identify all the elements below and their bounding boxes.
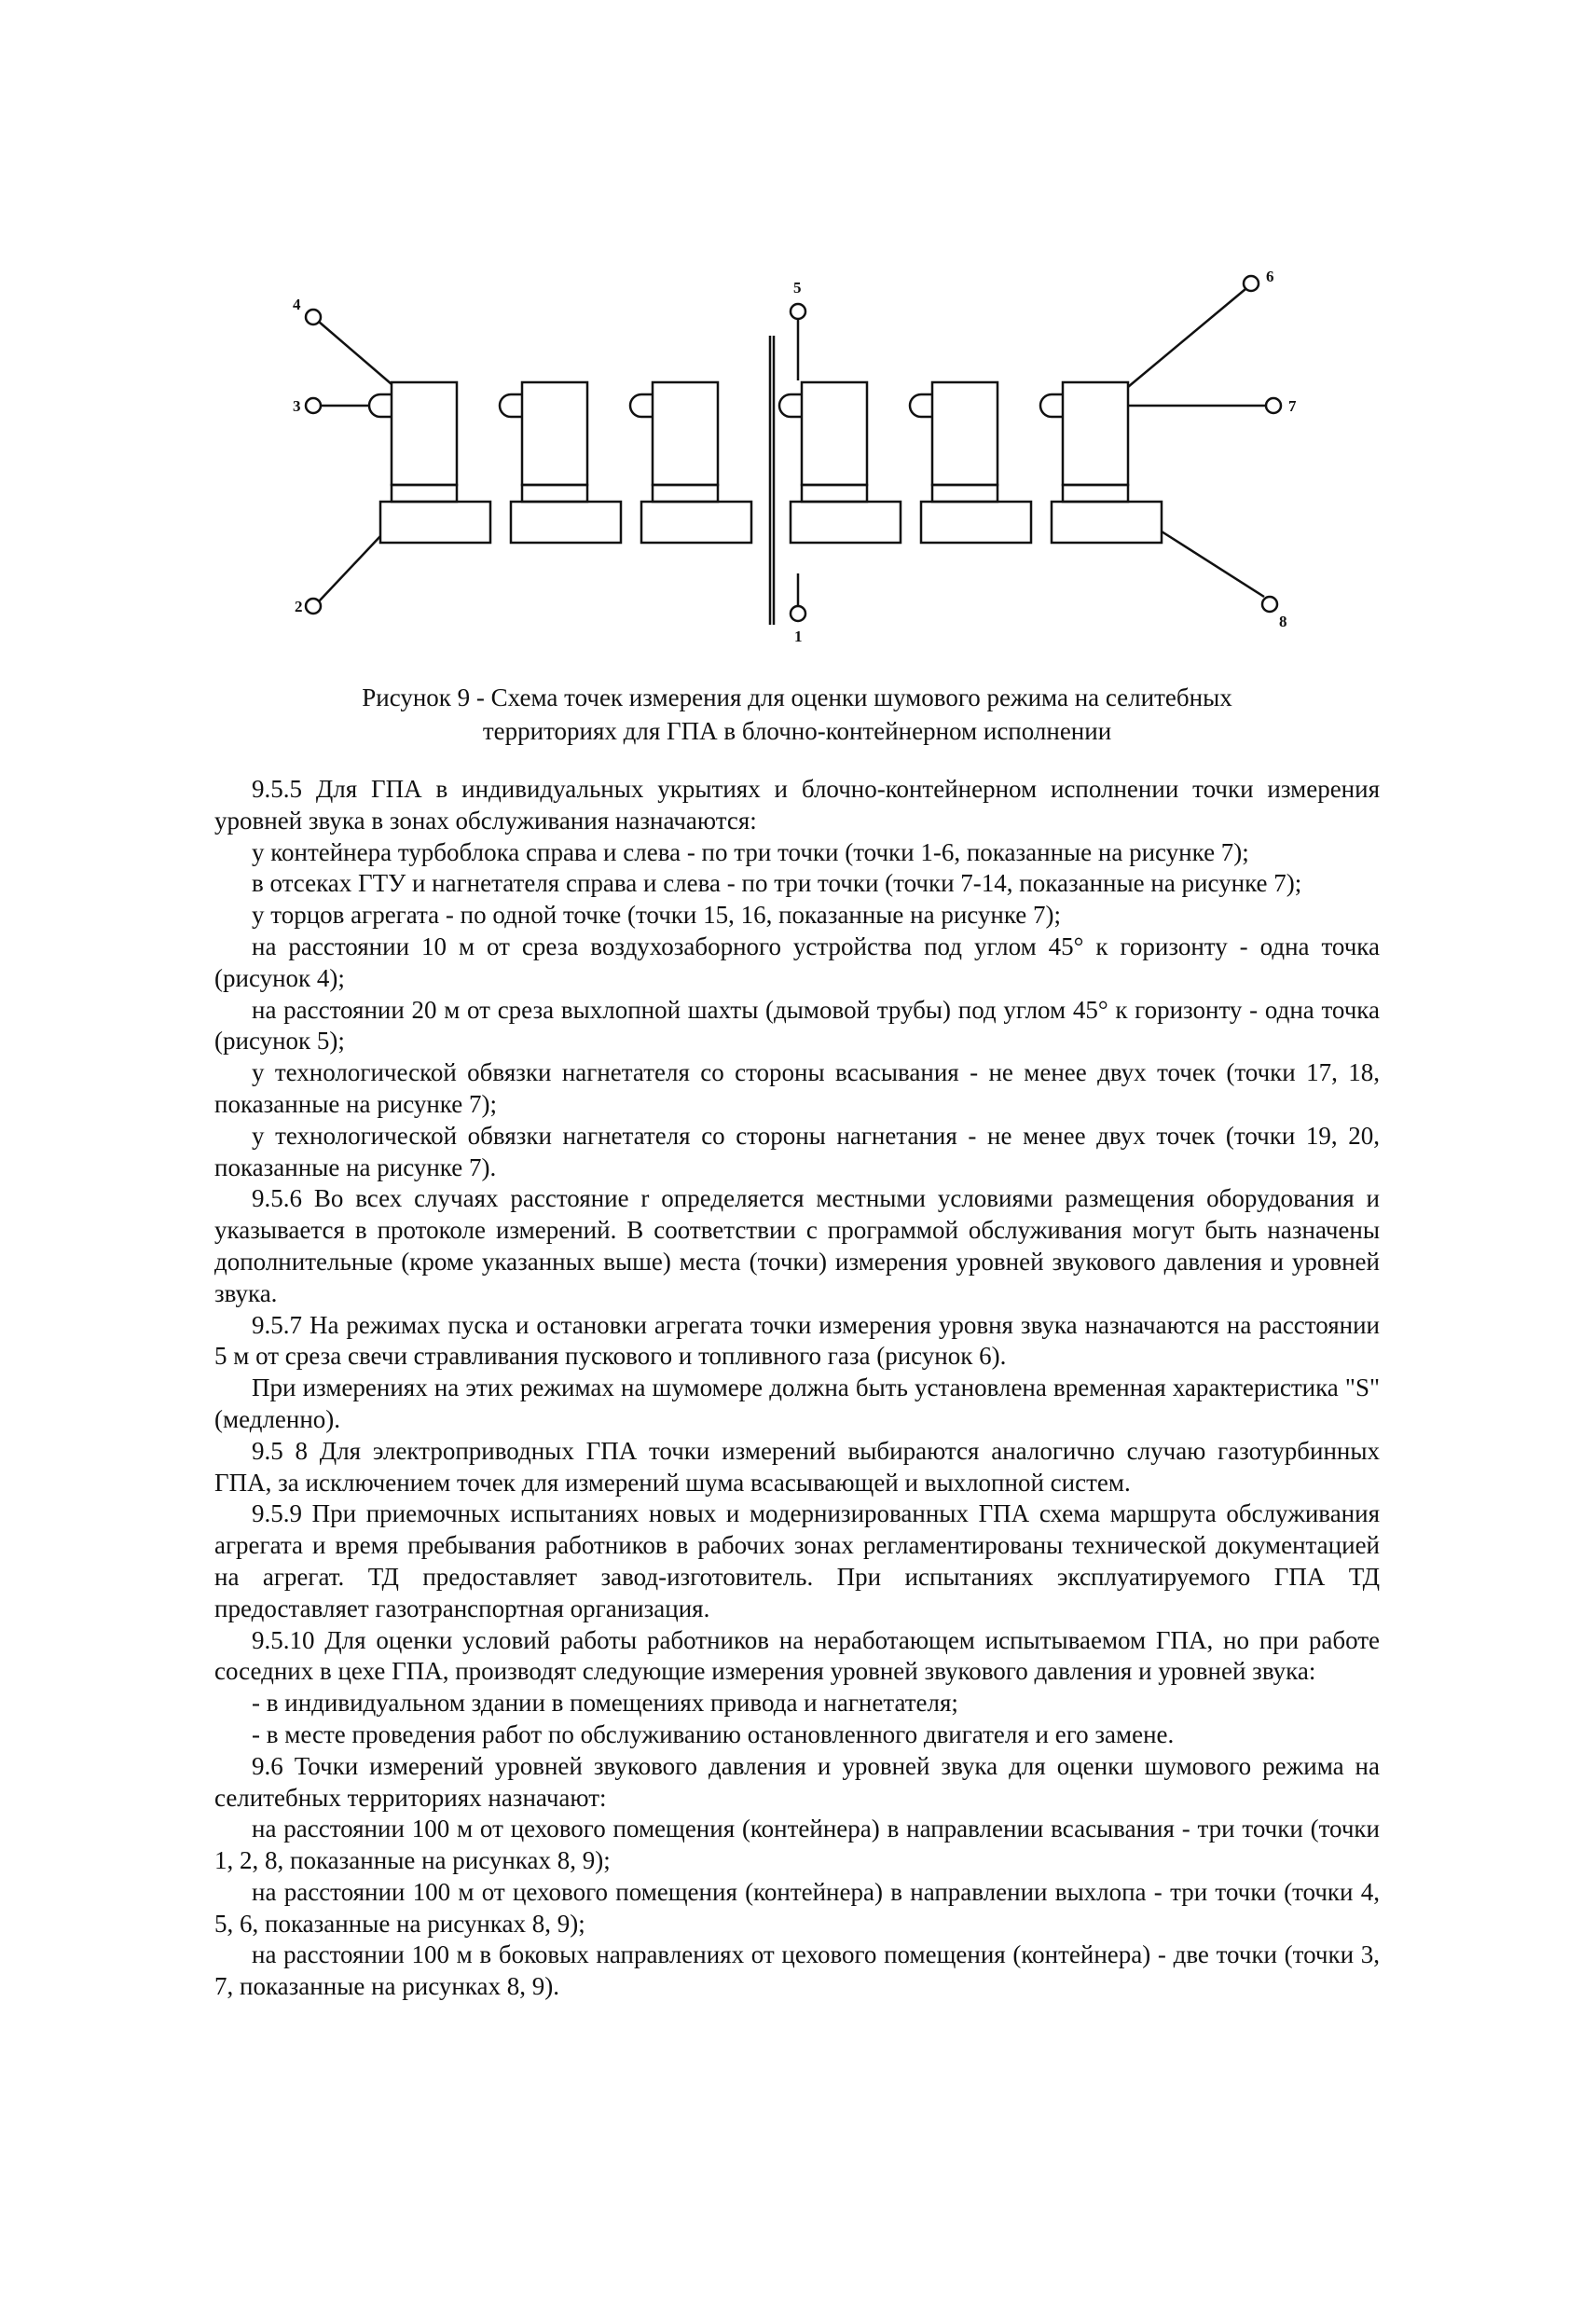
- point-label-8: 8: [1279, 613, 1287, 630]
- paragraph: 9.5.10 Для оценки условий работы работников на неработающем испытываемом ГПА, но при работе соседних в цехе ГПА, производят следующие измерения уровней звукового давления и уровней звука:: [214, 1625, 1380, 1686]
- caption-line: территориях для ГПА в блочно-контейнерном исполнении: [482, 717, 1112, 745]
- paragraph: При измерениях на этих режимах на шумомере должна быть установлена временная характеристика "S" (медленно).: [214, 1373, 1380, 1433]
- paragraph: у технологической обвязки нагнетателя со стороны всасывания - не менее двух точек (точки 17, 18, показанные на рисунке 7);: [214, 1058, 1380, 1118]
- paragraph: у контейнера турбоблока справа и слева - по три точки (точки 1-6, показанные на рисунке 7);: [252, 837, 1249, 866]
- caption-line: Рисунок 9 - Схема точек измерения для оценки шумового режима на селитебных: [362, 683, 1232, 711]
- point-label-7: 7: [1288, 397, 1297, 415]
- paragraph: на расстоянии 10 м от среза воздухозаборного устройства под углом 45° к горизонту - одна точка (рисунок 4);: [214, 932, 1380, 992]
- measurement-point-2: [306, 599, 321, 614]
- gpa-unit: [500, 382, 621, 543]
- measurement-point-5: [791, 304, 805, 319]
- paragraph: в отсеках ГТУ и нагнетателя справа и слева - по три точки (точки 7-14, показанные на рисунке 7);: [252, 869, 1302, 898]
- document-body: [214, 774, 1380, 2003]
- paragraph: у торцов агрегата - по одной точке (точки 15, 16, показанные на рисунке 7);: [252, 901, 1062, 930]
- paragraph: у технологической обвязки нагнетателя со стороны нагнетания - не менее двух точек (точки 19, 20, показанные на рисунке 7).: [214, 1121, 1380, 1181]
- paragraph: на расстоянии 100 м от цехового помещения (контейнера) в направлении всасывания - три точки (точки 1, 2, 8, показанные на рисунках 8, 9);: [214, 1815, 1380, 1875]
- gpa-unit: [630, 382, 751, 543]
- paragraph: на расстоянии 100 м в боковых направлениях от цехового помещения (контейнера) - две точки (точки 3, 7, показанные на рисунках 8, 9).: [214, 1940, 1380, 2001]
- measurement-point-3: [306, 398, 321, 413]
- point-label-5: 5: [793, 279, 802, 297]
- point-label-1: 1: [794, 628, 803, 645]
- paragraph: - в месте проведения работ по обслуживанию остановленного двигателя и его замене.: [252, 1719, 1175, 1748]
- measurement-point-7: [1266, 398, 1281, 413]
- paragraph: 9.5.9 При приемочных испытаниях новых и модернизированных ГПА схема маршрута обслуживания агрегата и время пребывания работников в рабочих зонах регламентированы технической документацией на агрегат. ТД предоставляет завод-изготовитель. При испытаниях эксплуатируемого ГПА ТД предоставляет газотранспортная организация.: [214, 1499, 1380, 1622]
- paragraph: 9.6 Точки измерений уровней звукового давления и уровней звука для оценки шумового режима на селитебных территориях назначают:: [214, 1751, 1380, 1812]
- point-label-6: 6: [1266, 270, 1274, 285]
- measurement-points-figure: [280, 270, 1324, 662]
- paragraph: - в индивидуальном здании в помещениях привода и нагнетателя;: [252, 1689, 958, 1718]
- paragraph: на расстоянии 20 м от среза выхлопной шахты (дымовой трубы) под углом 45° к горизонту - одна точка (рисунок 5);: [214, 995, 1380, 1056]
- point-label-4: 4: [293, 296, 301, 313]
- point-label-3: 3: [293, 397, 301, 415]
- paragraph: 9.5.6 Во всех случаях расстояние r определяется местными условиями размещения оборудования и указывается в протоколе измерений. В соответствии с программой обслуживания могут быть назначены дополнительные (кроме указанных выше) места (точки) измерения уровней звукового давления и уровней звука.: [214, 1184, 1380, 1307]
- measurement-point-4: [306, 310, 321, 324]
- paragraph: 9.5.7 На режимах пуска и остановки агрегата точки измерения уровня звука назначаются на расстоянии 5 м от среза свечи стравливания пускового и топливного газа (рисунок 6).: [214, 1310, 1380, 1371]
- figure-caption: [214, 681, 1380, 748]
- paragraph: 9.5.5 Для ГПА в индивидуальных укрытиях и блочно-контейнерном исполнении точки измерения уровней звука в зонах обслуживания назначаются:: [214, 775, 1380, 835]
- gpa-unit: [910, 382, 1031, 543]
- point-label-2: 2: [295, 598, 303, 615]
- measurement-point-6: [1244, 276, 1259, 291]
- paragraph: 9.5 8 Для электроприводных ГПА точки измерений выбираются аналогично случаю газотурбинных ГПА, за исключением точек для измерений шума всасывающей и выхлопной систем.: [214, 1436, 1380, 1497]
- gpa-unit: [779, 382, 901, 543]
- measurement-point-8: [1262, 597, 1277, 612]
- gpa-unit: [369, 382, 490, 543]
- paragraph: на расстоянии 100 м от цехового помещения (контейнера) в направлении выхлопа - три точки (точки 4, 5, 6, показанные на рисунках 8, 9);: [214, 1877, 1380, 1938]
- measurement-point-1: [791, 606, 805, 621]
